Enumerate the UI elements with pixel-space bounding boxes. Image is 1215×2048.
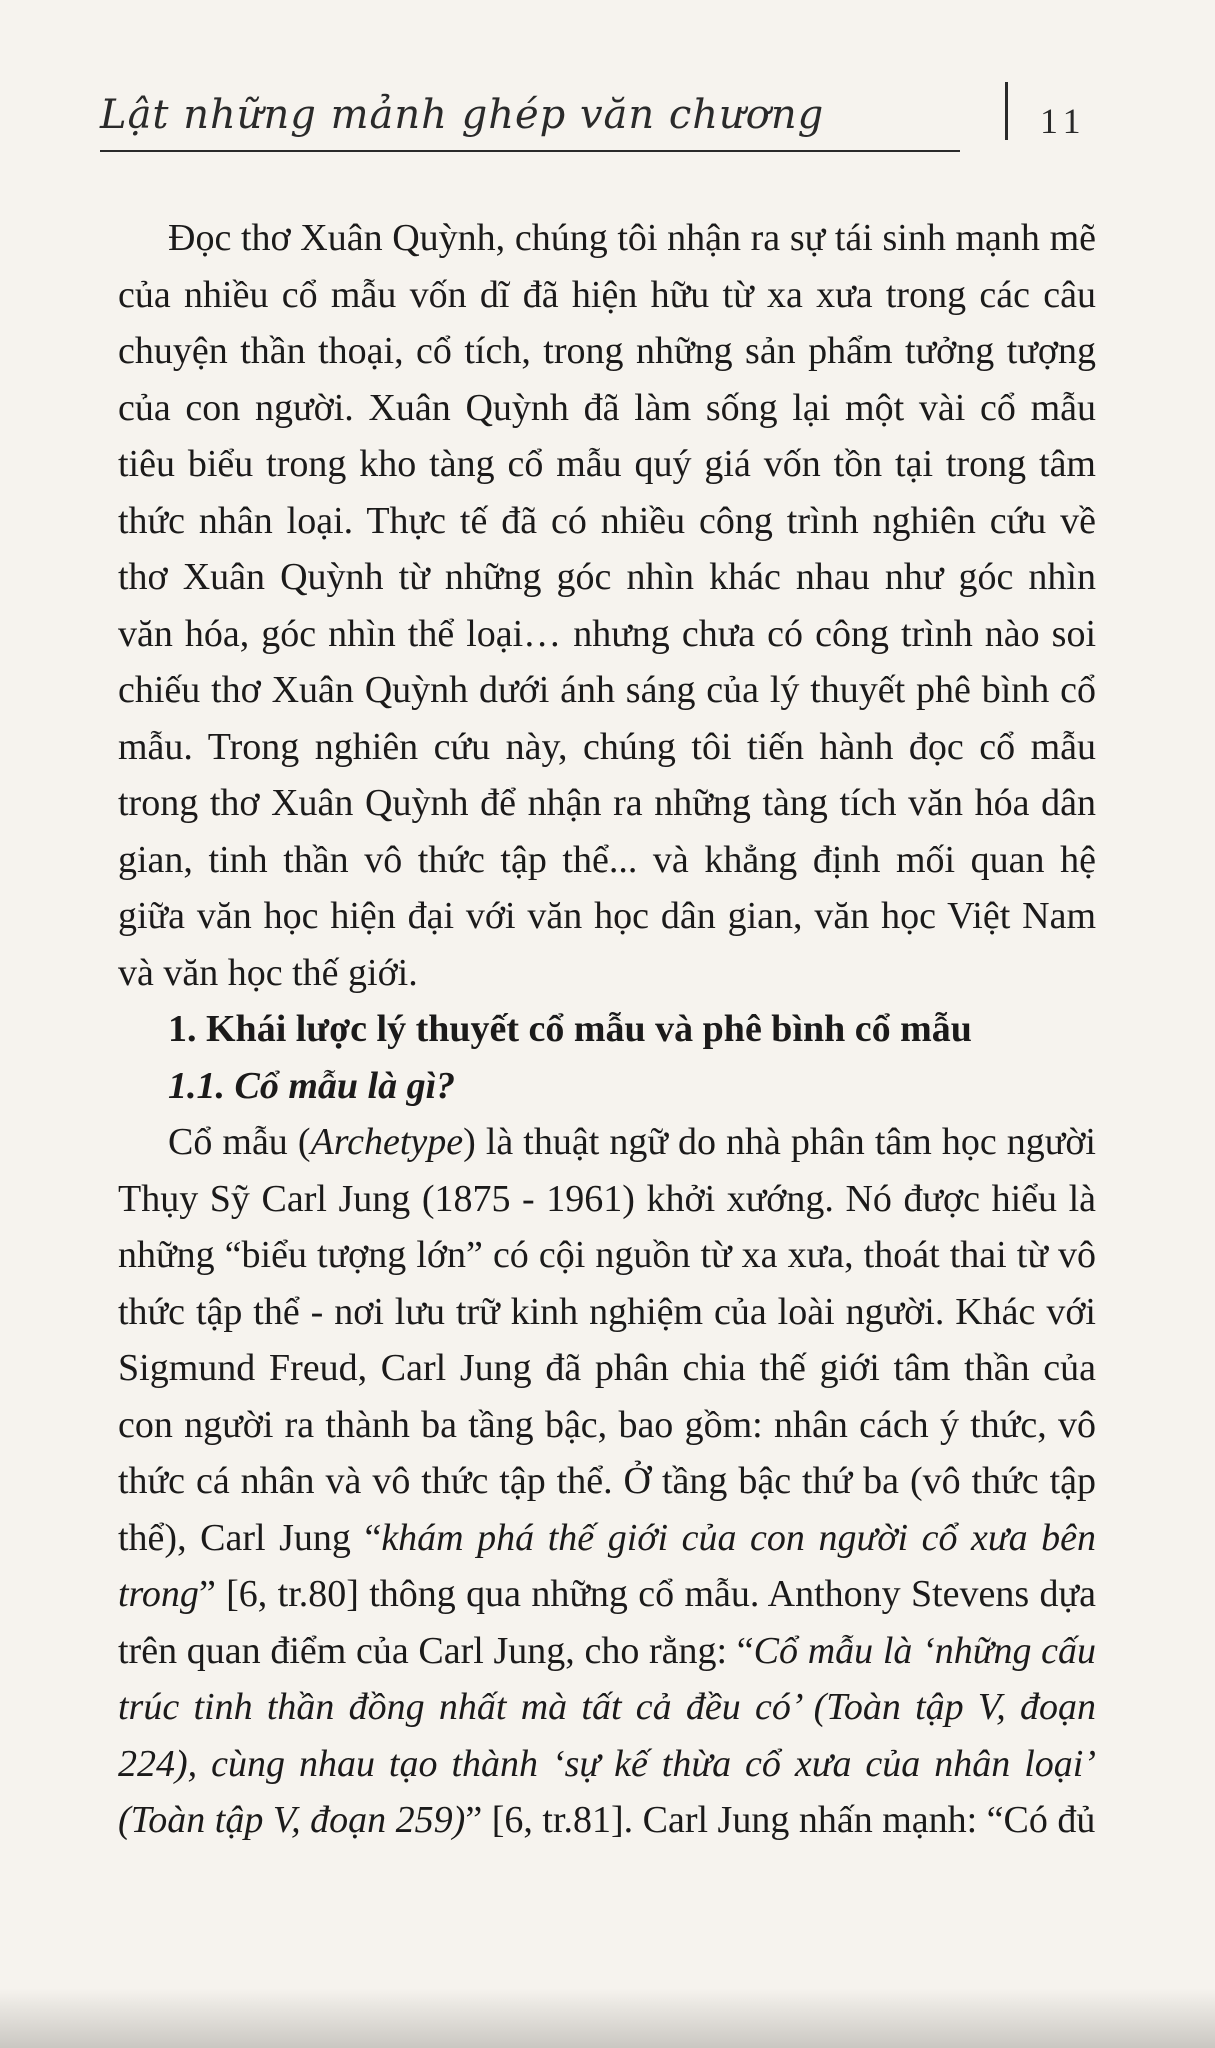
body-text (118, 210, 1096, 1849)
text-segment-italic: Archetype (310, 1121, 464, 1163)
text-segment: Cổ mẫu ( (168, 1121, 311, 1163)
section-heading: 1. Khái lược lý thuyết cổ mẫu và phê bình cổ mẫu (168, 1008, 972, 1050)
header-rule (100, 150, 960, 152)
quote-italic: Cổ mẫu là ‘những cấu trúc tinh thần đồng nhất mà tất cả đều có’ (Toàn tập V, đoạn 224), cùng nhau tạo thành ‘sự kế thừa cổ xưa của nhân loại’ (Toàn tập V, đoạn 259) (118, 1629, 1097, 1841)
text-segment: ” [6, tr.80] thông qua những cổ mẫu. Anthony Stevens dựa trên quan điểm của Carl Jung, cho rằng: “ (118, 1573, 1096, 1672)
paragraph-archetype (118, 1114, 1096, 1849)
quote-italic: khám phá thế giới của con người cổ xưa bên trong (118, 1516, 1097, 1615)
text-segment: ” [6, tr.81]. Carl Jung nhấn mạnh: “Có đủ (465, 1799, 1096, 1841)
page-number: 11 (1040, 101, 1087, 141)
header-separator (1005, 82, 1008, 140)
subsection-heading: 1.1. Cổ mẫu là gì? (168, 1064, 456, 1107)
text-segment: ) là thuật ngữ do nhà phân tâm học người Thụy Sỹ Carl Jung (1875 - 1961) khởi xướng. Nó được hiểu là những “biểu tượng lớn” có cội nguồn từ xa xưa, thoát thai từ vô thức tập thể - nơi lưu trữ kinh nghiệm của loài người. Khác với Sigmund Freud, Carl Jung đã phân chia thế giới tâm thần của con người ra thành ba tầng bậc, bao gồm: nhân cách ý thức, vô thức cá nhân và vô thức tập thể. Ở tầng bậc thứ ba (vô thức tập thể), Carl Jung “ (118, 1121, 1096, 1559)
paragraph-intro: Đọc thơ Xuân Quỳnh, chúng tôi nhận ra sự tái sinh mạnh mẽ của nhiều cổ mẫu vốn dĩ đã hiện hữu từ xa xưa trong các câu chuyện thần thoại, cổ tích, trong những sản phẩm tưởng tượng của con người. Xuân Quỳnh đã làm sống lại một vài cổ mẫu tiêu biểu trong kho tàng cổ mẫu quý giá vốn tồn tại trong tâm thức nhân loại. Thực tế đã có nhiều công trình nghiên cứu về thơ Xuân Quỳnh từ những góc nhìn khác nhau như góc nhìn văn hóa, góc nhìn thể loại… nhưng chưa có công trình nào soi chiếu thơ Xuân Quỳnh dưới ánh sáng của lý thuyết phê bình cổ mẫu. Trong nghiên cứu này, chúng tôi tiến hành đọc cổ mẫu trong thơ Xuân Quỳnh để nhận ra những tàng tích văn hóa dân gian, tinh thần vô thức tập thể... và khẳng định mối quan hệ giữa văn học hiện đại với văn học dân gian, văn học Việt Nam và văn học thế giới. (118, 217, 1096, 994)
running-header-title: Lật những mảnh ghép văn chương (100, 92, 825, 138)
page-bottom-shadow (0, 1988, 1215, 2048)
